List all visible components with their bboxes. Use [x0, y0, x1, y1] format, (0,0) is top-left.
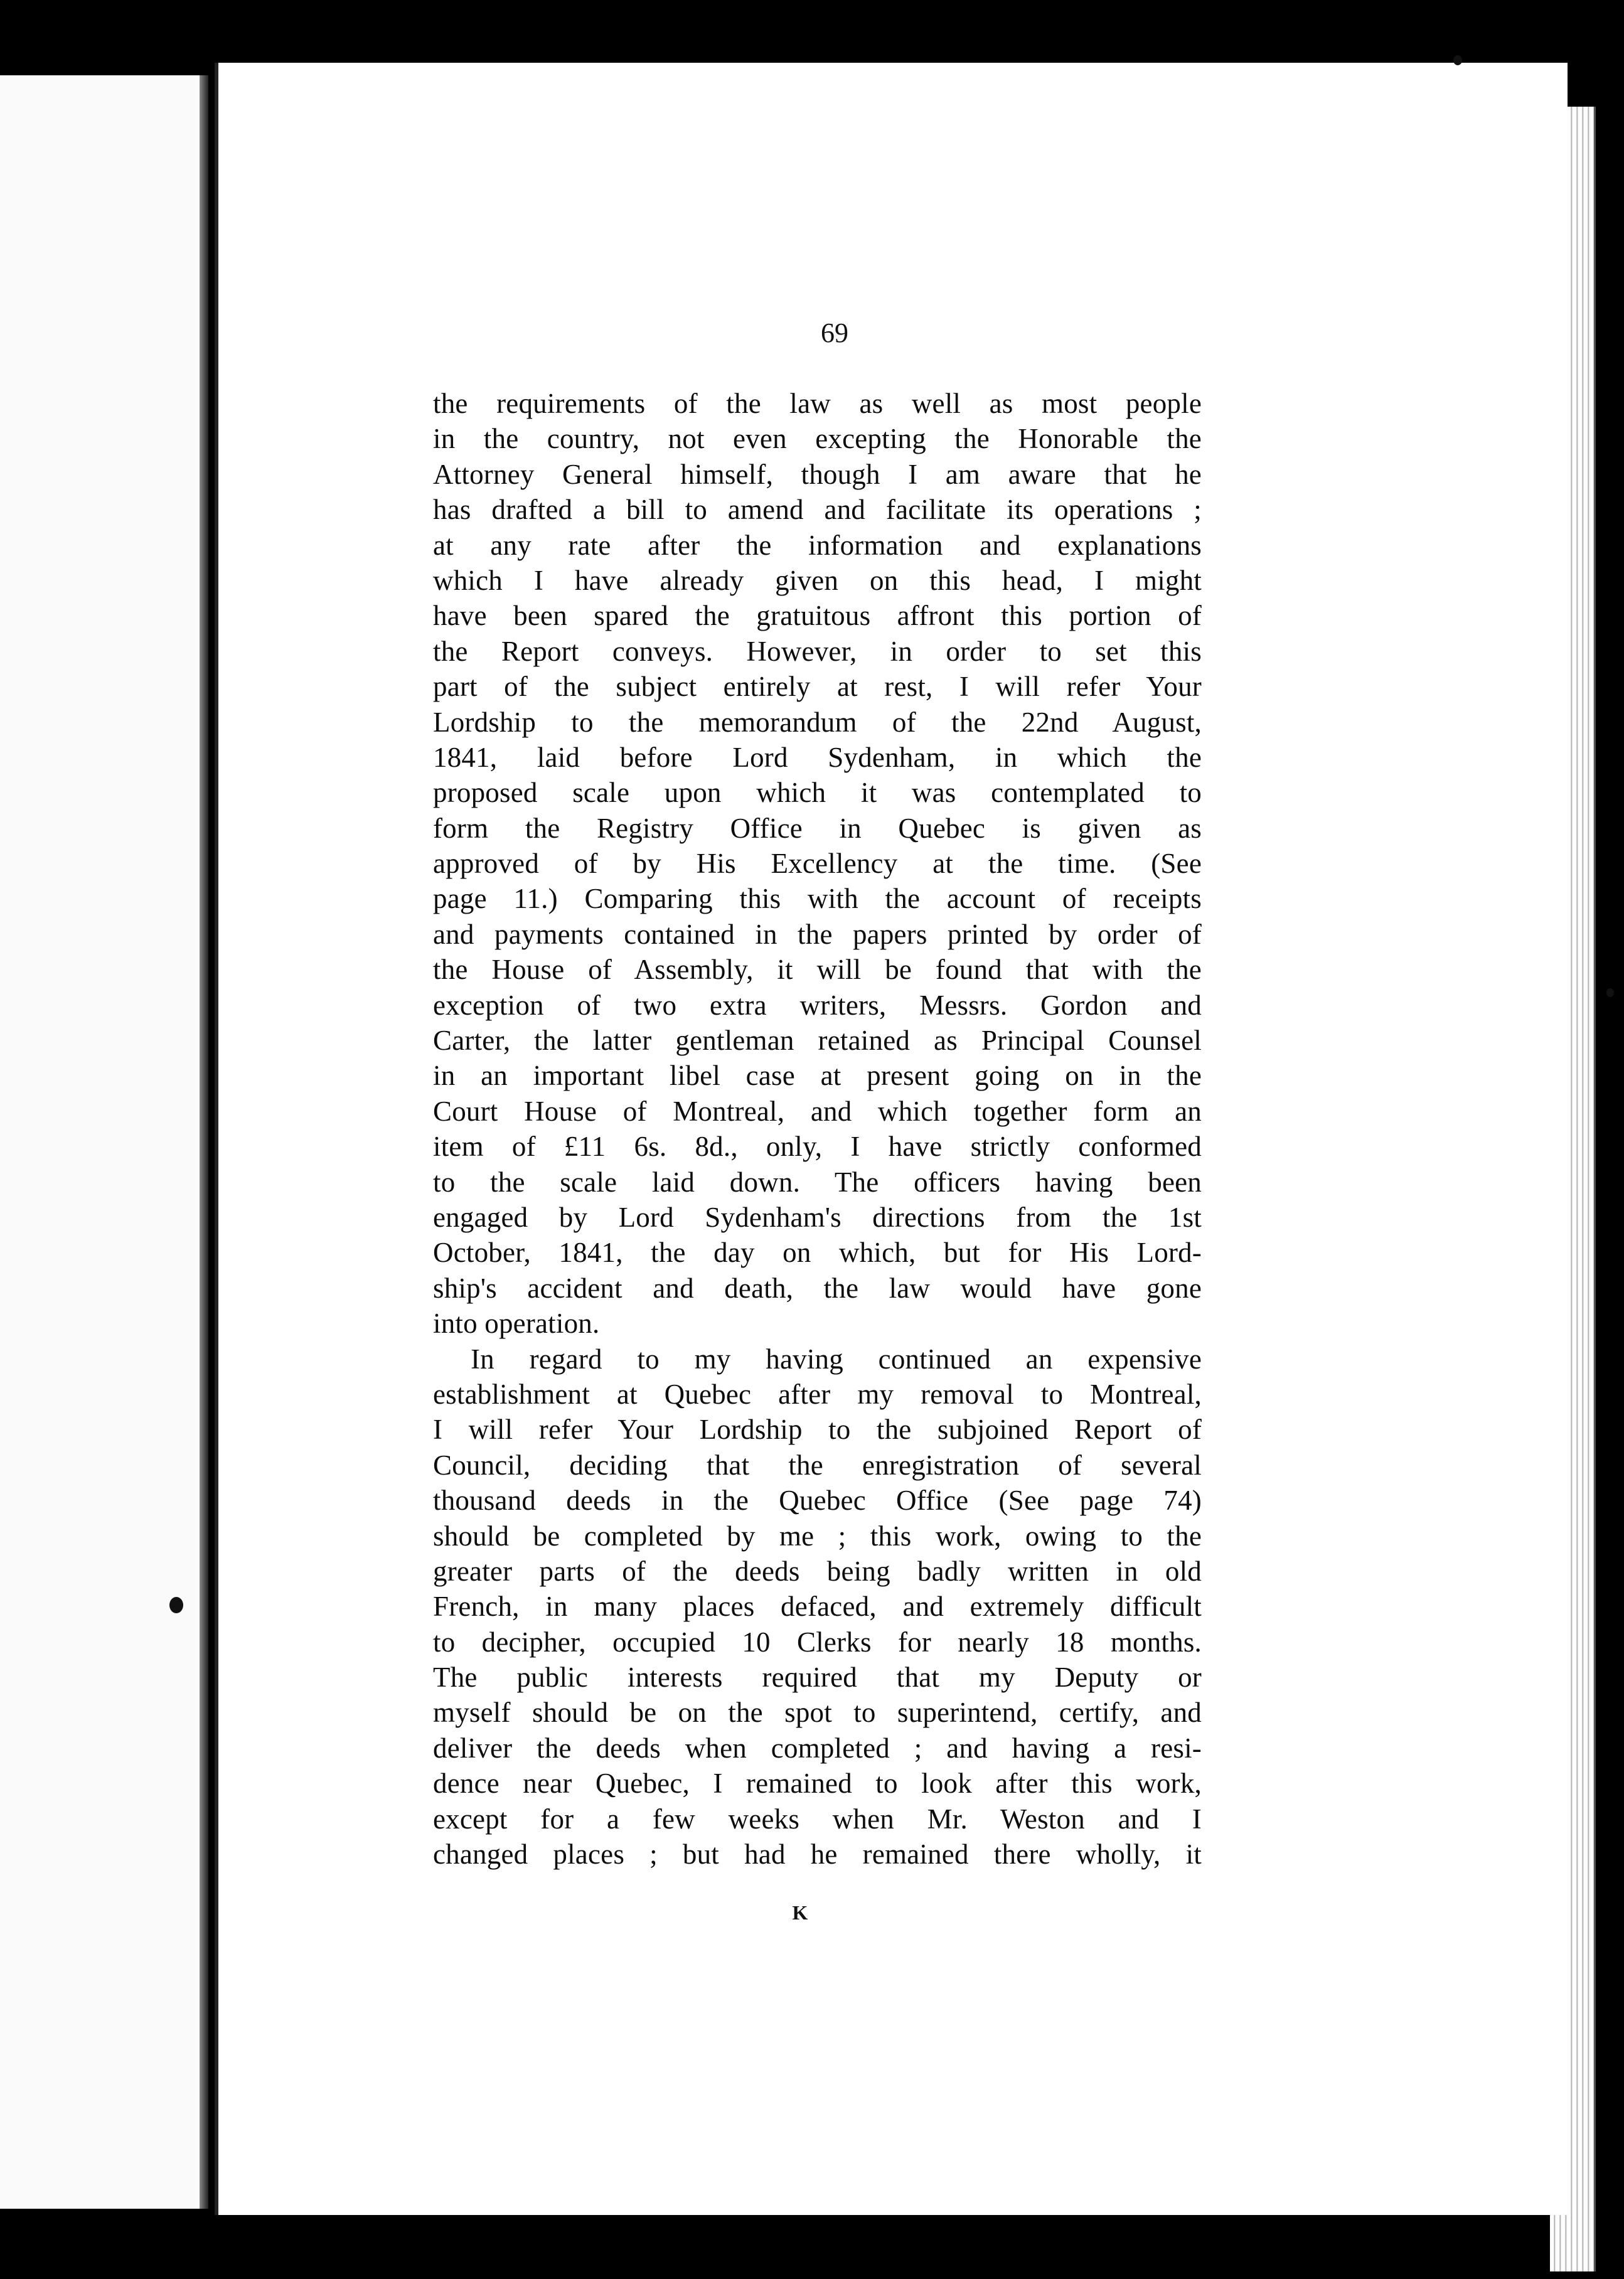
text-line: has drafted a bill to amend and facilitate its operations ;: [433, 494, 1202, 526]
text-line: ship's accident and death, the law would have gone: [433, 1272, 1202, 1304]
ink-speck: [169, 1597, 183, 1613]
text-line: page 11.) Comparing this with the account of receipts: [433, 883, 1202, 915]
text-line: part of the subject entirely at rest, I will refer Your: [433, 671, 1202, 703]
text-line: French, in many places defaced, and extremely difficult: [433, 1591, 1202, 1623]
text-line: item of £11 6s. 8d., only, I have strictly conformed: [433, 1131, 1202, 1163]
text-line: October, 1841, the day on which, but for His Lord-: [433, 1237, 1202, 1269]
text-line: engaged by Lord Sydenham's directions from the 1st: [433, 1201, 1202, 1233]
text-line: Council, deciding that the enregistration of several: [433, 1449, 1202, 1481]
text-line: I will refer Your Lordship to the subjoined Report of: [433, 1414, 1202, 1446]
ink-speck: [1453, 55, 1462, 65]
text-line: proposed scale upon which it was contemplated to: [433, 777, 1202, 809]
text-line: and payments contained in the papers printed by order of: [433, 918, 1202, 950]
text-line: should be completed by me ; this work, owing to the: [433, 1520, 1202, 1552]
text-line: to the scale laid down. The officers having been: [433, 1166, 1202, 1198]
text-line: which I have already given on this head, I might: [433, 564, 1202, 596]
text-line: Court House of Montreal, and which together form an: [433, 1095, 1202, 1127]
text-line: myself should be on the spot to superintend, certify, and: [433, 1697, 1202, 1729]
text-line: exception of two extra writers, Messrs. Gordon and: [433, 989, 1202, 1021]
text-line: thousand deeds in the Quebec Office (See page 74): [433, 1485, 1202, 1517]
paragraph-start-line: In regard to my having continued an expensive: [471, 1343, 1202, 1375]
text-line: The public interests required that my Deputy or: [433, 1662, 1202, 1694]
text-line: greater parts of the deeds being badly written in old: [433, 1555, 1202, 1587]
text-line: the requirements of the law as well as most people: [433, 388, 1202, 419]
facing-left-page: [0, 75, 206, 2209]
printer-signature-mark: K: [792, 1901, 808, 1924]
text-line: approved of by His Excellency at the time. (See: [433, 848, 1202, 880]
text-line: Carter, the latter gentleman retained as Principal Counsel: [433, 1025, 1202, 1057]
text-line: to decipher, occupied 10 Clerks for nearly 18 months.: [433, 1626, 1202, 1658]
text-line: 1841, laid before Lord Sydenham, in which the: [433, 741, 1202, 773]
text-line: at any rate after the information and explanations: [433, 529, 1202, 561]
page-number: 69: [821, 318, 848, 348]
text-line: Attorney General himself, though I am aware that he: [433, 458, 1202, 490]
body-text: [433, 386, 1202, 1872]
text-line: dence near Quebec, I remained to look after this work,: [433, 1768, 1202, 1800]
text-line: the House of Assembly, it will be found that with the: [433, 954, 1202, 986]
ink-speck: [1606, 988, 1614, 997]
text-line: deliver the deeds when completed ; and having a resi-: [433, 1732, 1202, 1764]
text-line: Lordship to the memorandum of the 22nd August,: [433, 706, 1202, 738]
text-line: in the country, not even excepting the Honorable the: [433, 423, 1202, 455]
text-line: changed places ; but had he remained there wholly, it: [433, 1839, 1202, 1871]
left-gutter-shadow: [200, 75, 208, 2209]
text-line: have been spared the gratuitous affront this portion of: [433, 600, 1202, 632]
text-line: the Report conveys. However, in order to set this: [433, 635, 1202, 667]
text-line: except for a few weeks when Mr. Weston and I: [433, 1803, 1202, 1835]
paragraph-end-line: into operation.: [433, 1308, 600, 1340]
text-line: form the Registry Office in Quebec is given as: [433, 812, 1202, 844]
text-line: in an important libel case at present going on in the: [433, 1060, 1202, 1092]
text-line: establishment at Quebec after my removal to Montreal,: [433, 1378, 1202, 1410]
